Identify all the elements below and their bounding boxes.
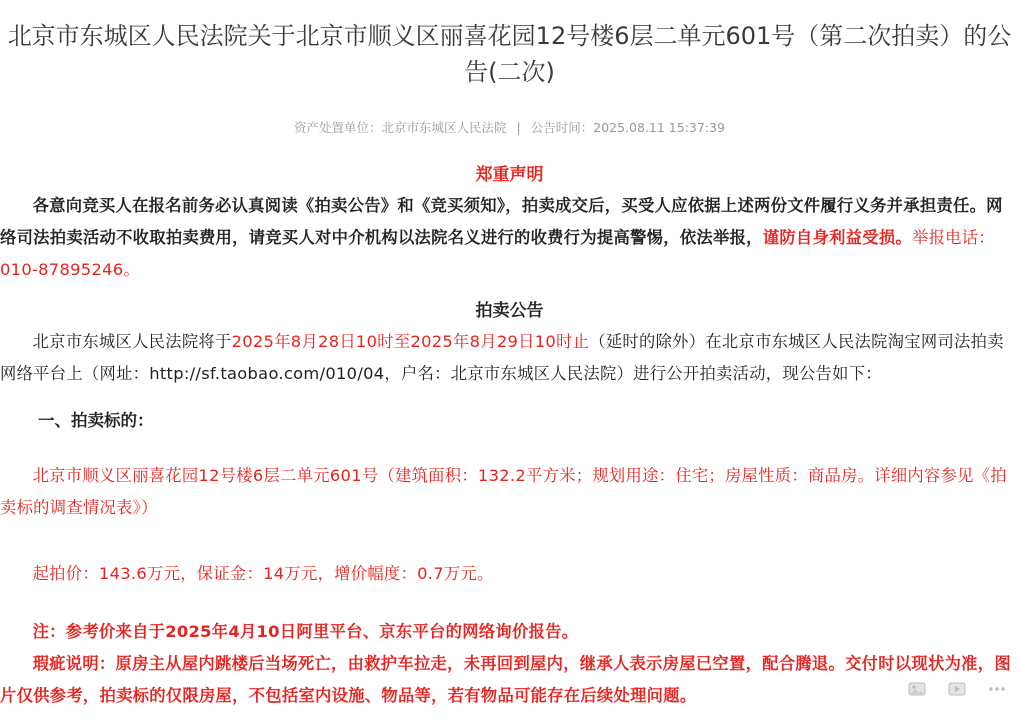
video-icon[interactable] [947,679,967,699]
declaration-paragraph [0,190,1012,286]
image-icon[interactable] [907,679,927,699]
declaration-heading: 郑重声明 [475,165,544,185]
meta-line [0,118,1019,136]
floating-toolbar [803,675,1019,703]
auction-item: 北京市顺义区丽喜花园12号楼6层二单元601号（建筑面积：132.2平方米；规划用途：住宅；房屋性质：商品房。详细内容参见《拍卖标的调查情况表》） [0,466,1007,517]
notice-paragraph [0,326,1012,390]
notice-heading: 拍卖公告 [475,301,544,321]
auction-period: 2025年8月28日10时至2025年8月29日10时止 [231,332,590,351]
defect-description: 瑕疵说明：原房主从屋内跳楼后当场死亡，由救护车拉走，未再回到屋内，继承人表示房屋已空置，配合腾退。交付时以现状为准，图片仅供参考，拍卖标的仅限房屋，不包括室内设施、物品等，若有物品可能存在后续处理问题。 [0,654,1011,705]
meta-separator: | [516,120,521,135]
announcement-time: 公告时间：2025.08.11 15:37:39 [530,120,725,135]
notice-text-b: （延时的除外）在北京市东城区人民法院淘宝网司法拍卖网络平台上（网址：http://sf.taobao.com/010/04，户名：北京市东城区人民法院）进行公开拍卖活动，现公告如下： [0,332,1004,383]
declaration-text: 各意向竞买人在报名前务必认真阅读《拍卖公告》和《竞买须知》，拍卖成交后，买受人应依据上述两份文件履行义务并承担责任。网络司法拍卖活动不收取拍卖费用，请竞买人对中介机构以法院名义进行的收费行为提高警惕，依法举报， [0,196,1003,247]
more-icon[interactable] [987,679,1007,699]
disposal-unit: 资产处置单位：北京市东城区人民法院 [294,120,507,135]
price-info: 起拍价：143.6万元，保证金：14万元，增价幅度：0.7万元。 [32,564,494,583]
notice-text-a: 北京市东城区人民法院将于 [32,332,232,351]
section-heading: 一、拍卖标的： [38,411,154,430]
reference-note: 注：参考价来自于2025年4月10日阿里平台、京东平台的网络询价报告。 [32,622,579,641]
declaration-warning: 谨防自身利益受损。 [762,228,912,247]
page-title: 北京市东城区人民法院关于北京市顺义区丽喜花园12号楼6层二单元601号（第二次拍卖）的公告(二次) [7,22,1012,86]
report-phone: 举报电话：010-87895246。 [0,228,995,279]
